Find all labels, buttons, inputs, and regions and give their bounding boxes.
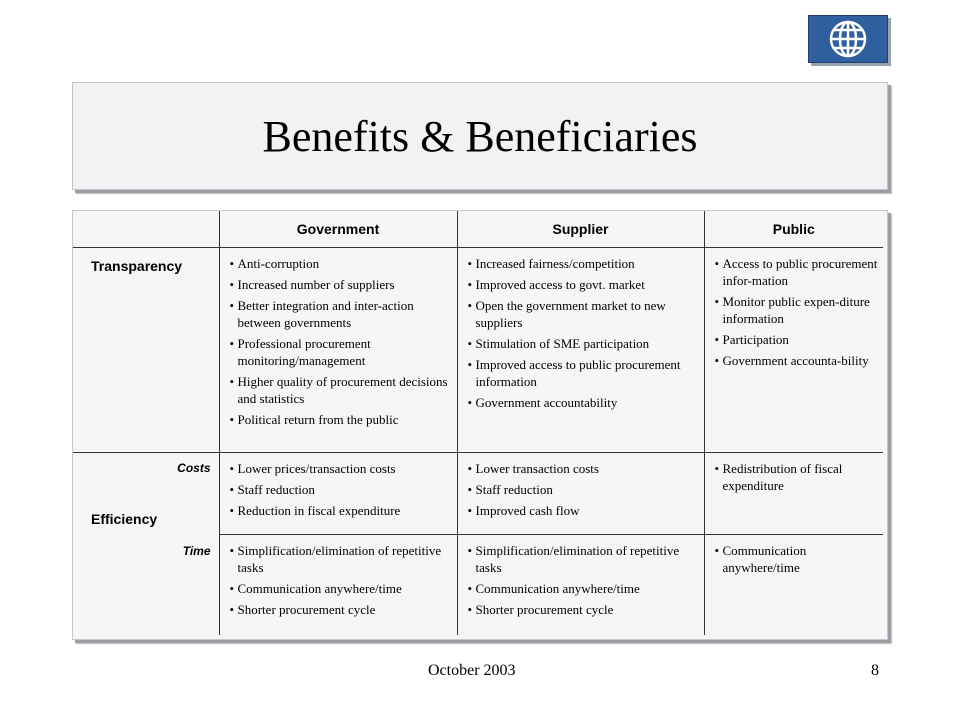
efficiency-public-subtable (705, 453, 884, 585)
page-number: 8 (871, 662, 879, 679)
list-item: • Government accounta-bility (713, 352, 880, 369)
efficiency-public-cell (704, 452, 883, 635)
transparency-row (73, 247, 883, 452)
list-item: • Simplification/elimination of repetitive tasks (466, 542, 700, 576)
list-item: • Lower transaction costs (466, 460, 700, 477)
list-item: • Redistribution of fiscal expenditure (713, 460, 880, 494)
bullet-list (705, 248, 884, 377)
list-item: • Shorter procurement cycle (466, 601, 700, 618)
efficiency-label-cell (73, 452, 219, 635)
list-item: • Improved access to govt. market (466, 276, 700, 293)
bullet-list (220, 453, 457, 527)
list-item: • Simplification/elimination of repetitive tasks (228, 542, 453, 576)
list-item: • Communication anywhere/time (713, 542, 880, 576)
list-item: • Stimulation of SME participation (466, 335, 700, 352)
title-box (72, 82, 888, 190)
list-item: • Reduction in fiscal expenditure (228, 502, 453, 519)
list-item: • Government accountability (466, 394, 700, 411)
list-item: • Anti-corruption (228, 255, 453, 272)
corner-cell (73, 211, 219, 247)
efficiency-government-subtable (220, 453, 457, 627)
list-item: • Staff reduction (228, 481, 453, 498)
page-title: Benefits & Beneficiaries (262, 111, 698, 161)
list-item: • Lower prices/transaction costs (228, 460, 453, 477)
transparency-supplier-cell (457, 247, 704, 452)
transparency-government-cell (219, 247, 457, 452)
list-item: • Participation (713, 331, 880, 348)
list-item: • Increased fairness/competition (466, 255, 700, 272)
time-sublabel: Time (182, 543, 211, 558)
footer-date: October 2003 (428, 662, 516, 679)
transparency-public-cell (704, 247, 883, 452)
bullet-list (705, 453, 884, 502)
efficiency-supplier-subtable (458, 453, 704, 627)
efficiency-row (73, 452, 883, 635)
column-header-public: Public (704, 211, 883, 247)
transparency-label-cell (73, 247, 219, 452)
efficiency-label: Efficiency (91, 510, 158, 527)
header-row (73, 211, 883, 247)
list-item: • Communication anywhere/time (228, 580, 453, 597)
list-item: • Shorter procurement cycle (228, 601, 453, 618)
list-item: • Political return from the public (228, 411, 453, 428)
list-item: • Open the government market to new suppliers (466, 297, 700, 331)
list-item: • Communication anywhere/time (466, 580, 700, 597)
list-item: • Improved access to public procurement information (466, 356, 700, 390)
world-bank-logo (808, 15, 888, 63)
bullet-list (220, 248, 457, 436)
benefits-table-panel (72, 210, 888, 640)
column-header-supplier: Supplier (457, 211, 704, 247)
list-item: • Increased number of suppliers (228, 276, 453, 293)
bullet-list (705, 535, 884, 584)
bullet-list (458, 453, 704, 527)
benefits-table (73, 211, 883, 635)
efficiency-supplier-cell (457, 452, 704, 635)
globe-icon (828, 19, 868, 59)
list-item: • Staff reduction (466, 481, 700, 498)
bullet-list (220, 535, 457, 626)
bullet-list (458, 248, 704, 419)
list-item: • Monitor public expen-diture information (713, 293, 880, 327)
costs-sublabel: Costs (177, 460, 211, 475)
list-item: • Access to public procurement infor-mation (713, 255, 880, 289)
list-item: • Better integration and inter-action between governments (228, 297, 453, 331)
efficiency-government-cell (219, 452, 457, 635)
list-item: • Improved cash flow (466, 502, 700, 519)
list-item: • Professional procurement monitoring/management (228, 335, 453, 369)
transparency-label: Transparency (91, 257, 183, 274)
bullet-list (458, 535, 704, 626)
list-item: • Higher quality of procurement decisions and statistics (228, 373, 453, 407)
column-header-government: Government (219, 211, 457, 247)
